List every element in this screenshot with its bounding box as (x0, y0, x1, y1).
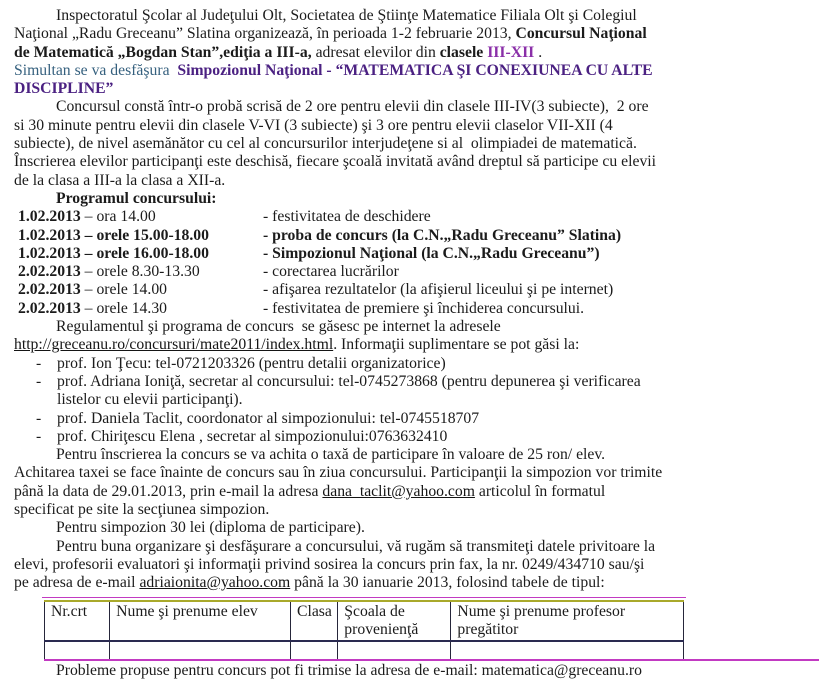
body-line (14, 501, 807, 519)
text-segment: clasele (439, 43, 488, 61)
text-segment: Naţional „Radu Greceanu” Slatina organizează, în perioada 1-2 februarie 2013, (14, 25, 516, 43)
text-segment: Pentru înscrierea la concurs se va achita o taxă de participare în valoare de 25 ron/ elev. (56, 446, 606, 464)
participants-table-wrapper (44, 600, 684, 661)
body-line (14, 318, 807, 336)
body-line (14, 336, 807, 354)
text-segment: Probleme propuse pentru concurs pot fi trimise la adresa de e-mail: matematica@greceanu.ro (56, 661, 642, 679)
participants-table (44, 600, 684, 661)
program-event (263, 300, 807, 318)
program-row (14, 281, 807, 299)
text-segment: 1.02.2013 – orele 16.00-18.00 (18, 244, 209, 262)
text-segment: Concursul Naţional (515, 25, 647, 43)
body-line (14, 135, 807, 153)
table-header-cell: Nume şi prenume profesor pregătitor (451, 601, 684, 641)
contact-item (14, 373, 807, 391)
program-time (18, 263, 263, 281)
text-segment: prof. Ion Ţecu: tel-0721203326 (pentru detalii organizatorice) (57, 354, 446, 372)
text-segment: elevi, profesorii evaluatori şi informaţii privind sosirea la concurs prin fax, la nr. 0249/434710 sau/şi (14, 555, 645, 573)
table-cell (45, 641, 110, 660)
body-line (14, 519, 807, 537)
contact-item (14, 410, 807, 428)
text-segment: - proba de concurs (la C.N.„Radu Greceanu” Slatina) (263, 226, 622, 244)
program-time (18, 245, 263, 263)
text-segment: III-XII (487, 43, 535, 61)
text-segment: 2.02.2013 (18, 263, 81, 281)
program-row (14, 263, 807, 281)
text-segment: până la data de 29.01.2013, prin e-mail la adresa (14, 482, 323, 500)
contact-item (14, 355, 807, 373)
table-cell (291, 641, 338, 660)
text-segment: – orele 8.30-13.30 (80, 263, 200, 281)
text-segment: 1.02.2013 (18, 208, 81, 226)
text-segment: - festivitatea de premiere şi închiderea concursului. (263, 299, 585, 317)
text-segment: articolul în formatul (474, 482, 606, 500)
body-line (14, 483, 807, 501)
bullet-dash: - (36, 372, 42, 390)
program-event (263, 245, 807, 263)
text-segment: Pentru simpozion 30 lei (diploma de participare). (56, 519, 365, 537)
table-row (45, 641, 684, 660)
body-line (14, 464, 807, 482)
greceanu-rules-link[interactable]: http://greceanu.ro/concursuri/mate2011/index.html (14, 336, 334, 354)
program-event (263, 281, 807, 299)
text-segment: adresat elevilor din (315, 43, 440, 61)
text-segment: Programul concursului: (56, 189, 217, 207)
intro-line (14, 44, 807, 62)
text-segment: subiecte), de nivel asemănător cu cel al concursurilor interjudeţene si al olimpiadei de matematică. (14, 135, 637, 153)
text-segment: listelor cu elevii participanţi). (57, 391, 243, 409)
contact-item (14, 428, 807, 446)
footer-line (14, 662, 807, 680)
text-segment: de la clasa a III-a la clasa a XII-a. (14, 171, 226, 189)
text-segment: prof. Chiriţescu Elena , secretar al simpozionului:0763632410 (57, 427, 448, 445)
text-segment: . Informaţii suplimentare se pot găsi la: (333, 336, 580, 354)
text-segment: Înscrierea elevilor participanţi este deschisă, fiecare şcoală invitată având dreptul să participe cu elevii (14, 153, 657, 171)
text-segment: si 30 minute pentru elevii din clasele V-VI (3 subiecte) şi 3 ore pentru elevii claselor VII-XII (4 (14, 116, 613, 134)
program-time (18, 300, 263, 318)
text-segment: 2.02.2013 (18, 299, 81, 317)
program-heading (14, 190, 807, 208)
bullet-dash: - (36, 409, 42, 427)
intro-line (14, 25, 807, 43)
text-segment: de Matematică „Bogdan Stan”,ediţia a III-a, (14, 43, 316, 61)
program-time (18, 281, 263, 299)
program-event (263, 263, 807, 281)
body-line (14, 153, 807, 171)
table-header-cell: Şcoala de provenienţă (338, 601, 451, 641)
table-header-cell: Nr.crt (45, 601, 110, 641)
text-segment: Concursul constă într-o probă scrisă de 2 ore pentru elevii din clasele III-IV(3 subiecte), 2 ore (56, 98, 649, 116)
program-row (14, 208, 807, 226)
program-event (263, 227, 807, 245)
bullet-dash: - (36, 427, 42, 445)
text-segment: până la 30 ianuarie 2013, folosind tabele de tipul: (290, 574, 605, 592)
text-segment: – orele 14.30 (80, 299, 168, 317)
text-segment: prof. Adriana Ioniţă, secretar al concursului: tel-0745273868 (pentru depunerea şi verificarea (57, 372, 641, 390)
text-segment: prof. Daniela Taclit, coordonator al simpozionului: tel-0745518707 (57, 409, 480, 427)
symposium-title-line (14, 80, 807, 98)
text-segment: Simpozionul Naţional - “MATEMATICA ŞI CONEXIUNEA CU ALTE (177, 61, 653, 79)
program-event (263, 208, 807, 226)
text-segment: 2.02.2013 (18, 281, 81, 299)
bullet-dash: - (36, 354, 42, 372)
contact-item-continuation (14, 391, 807, 409)
text-segment: - festivitatea de deschidere (263, 208, 431, 226)
intro-line (14, 7, 807, 25)
text-segment: – orele 14.00 (80, 281, 168, 299)
table-header-row (45, 601, 684, 641)
text-segment: pe adresa de e-mail (14, 574, 140, 592)
body-line (14, 117, 807, 135)
text-segment: - Simpozionul Naţional (la C.N.„Radu Greceanu”) (263, 244, 600, 262)
symposium-title-line (14, 62, 807, 80)
table-cell (451, 641, 684, 660)
text-segment: Regulamentul şi programa de concurs se găsesc pe internet la adresele (56, 318, 501, 336)
text-segment: DISCIPLINE” (14, 80, 114, 98)
text-segment: Pentru buna organizare şi desfăşurare a concursului, vă rugăm să transmiteţi datele privitoare la (56, 537, 656, 555)
body-line (14, 574, 807, 592)
table-cell (338, 641, 451, 660)
text-segment: Inspectoratul Şcolar al Judeţului Olt, Societatea de Ştiinţe Matematice Filiala Olt şi Colegiul (56, 7, 637, 24)
table-header-cell: Nume şi prenume elev (110, 601, 291, 641)
program-row (14, 245, 807, 263)
text-segment: Achitarea taxei se face înainte de concurs sau în ziua concursului. Participanţii la simpozion vor trimite (14, 464, 663, 482)
document-body (14, 7, 807, 680)
text-segment: Simultan se va desfăşura (14, 61, 178, 79)
text-segment: – ora 14.00 (80, 208, 156, 226)
text-segment: 1.02.2013 – orele 15.00-18.00 (18, 226, 209, 244)
program-time (18, 227, 263, 245)
table-header-cell: Clasa (291, 601, 338, 641)
program-row (14, 227, 807, 245)
dana-taclit-email-link[interactable]: dana_taclit@yahoo.com (322, 482, 475, 500)
body-line (14, 538, 807, 556)
text-segment: specificat pe site la secţiunea simpozion. (14, 501, 270, 519)
text-segment: - afişarea rezultatelor (la afişierul liceului şi pe internet) (263, 281, 614, 299)
program-row (14, 300, 807, 318)
body-line (14, 556, 807, 574)
table-cell (110, 641, 291, 660)
text-segment: - corectarea lucrărilor (263, 263, 399, 281)
body-line (14, 446, 807, 464)
body-line (14, 172, 807, 190)
body-line (14, 98, 807, 116)
text-segment: . (534, 43, 543, 61)
program-time (18, 208, 263, 226)
adriana-ionita-email-link[interactable]: adriaionita@yahoo.com (139, 574, 291, 592)
